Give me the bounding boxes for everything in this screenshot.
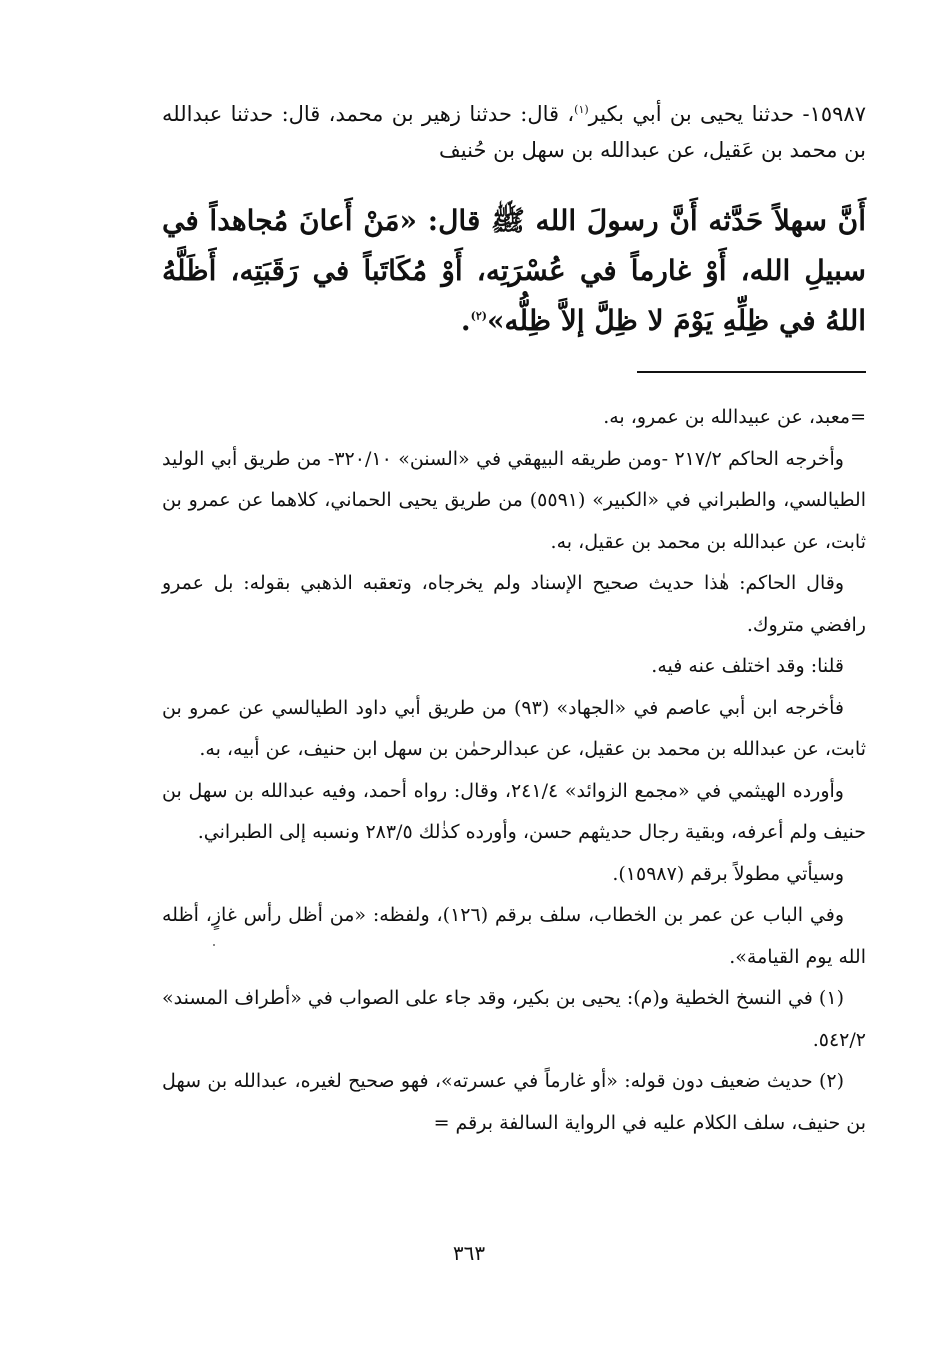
- footnote-continuation: =معبد، عن عبيدالله بن عمرو، به.: [603, 406, 866, 428]
- hadith-isnad: [162, 96, 866, 168]
- footnote-ref-2[interactable]: (٢): [470, 309, 488, 323]
- footnote-paragraph-bab: وفي الباب عن عمر بن الخطاب، سلف برقم (١٢٦)، ولفظه: «من أظل رأس غازٍ، أظله الله يوم القيامة».: [162, 904, 866, 968]
- footnote-paragraph-hakim: وقال الحاكم: هٰذا حديث صحيح الإسناد ولم يخرجاه، وتعقبه الذهبي بقوله: بل عمرو رافضي متروك.: [162, 572, 866, 636]
- hadith-number: ١٥٩٨٧: [809, 102, 866, 126]
- footnotes: [162, 397, 866, 1144]
- footnote-1: (١) في النسخ الخطية و(م): يحيى بن بكير، وقد جاء على الصواب في «أطراف المسند» ٥٤٢/٢.: [162, 987, 866, 1051]
- matn-end: .: [460, 304, 471, 337]
- footnote-separator: [637, 371, 866, 373]
- footnote-paragraph-takhrij: وأخرجه الحاكم ٢١٧/٢ -ومن طريقه البيهقي في «السنن» ٣٢٠/١٠- من طريق أبي الوليد الطيالسي، والطبراني في «الكبير» (٥٥٩١) من طريق يحيى الحماني، كلاهما عن عمرو بن ثابت، عن عبدالله بن محمد بن عقيل، به.: [162, 447, 866, 553]
- scan-speck: [213, 944, 215, 946]
- footnote-ref-1[interactable]: (١): [574, 103, 589, 116]
- footnote-paragraph-editors: قلنا: وقد اختلف عنه فيه.: [651, 655, 844, 677]
- footnote-paragraph-ibn-abi-asim: فأخرجه ابن أبي عاصم في «الجهاد» (٩٣) من طريق أبي داود الطيالسي عن عمرو بن ثابت، عن عبدالله بن محمد بن عقيل، عن عبدالرحمٰن بن سهل ابن حنيف، عن أبيه، به.: [162, 696, 866, 760]
- page-number: ٣٦٣: [452, 1241, 486, 1265]
- hadith-matn: [162, 196, 866, 346]
- footnote-paragraph-haythami: وأورده الهيثمي في «مجمع الزوائد» ٢٤١/٤، وقال: رواه أحمد، وفيه عبدالله بن سهل بن حنيف ولم أعرفه، وبقية رجال حديثهم حسن، وأورده كذٰلك ٢٨٣/٥ ونسبه إلى الطبراني.: [162, 779, 866, 843]
- isnad-text-part1: - حدثنا يحيى بن أبي بكير: [588, 102, 810, 126]
- matn-text: أَنَّ سهلاً حَدَّثه أَنَّ رسولَ الله ﷺ قال: «مَنْ أَعانَ مُجاهداً في سبيلِ الله، أَوْ غارماً في عُسْرَتِه، أَوْ مُكَاتَباً في رَقَبَتِه، أَظَلَّهُ اللهُ في ظِلِّهِ يَوْمَ لا ظِلَّ إلاَّ ظِلُّه»: [162, 204, 866, 337]
- isnad-text-part2: ، قال: حدثنا زهير بن محمد، قال: حدثنا عبدالله بن محمد بن عَقيل، عن عبدالله بن سهل بن حُنيف: [162, 102, 866, 162]
- footnote-paragraph-cross-ref: وسيأتي مطولاً برقم (١٥٩٨٧).: [612, 862, 844, 885]
- footnote-2: (٢) حديث ضعيف دون قوله: «أو غارماً في عسرته»، فهو صحيح لغيره، عبدالله بن سهل بن حنيف، سلف الكلام عليه في الرواية السالفة برقم =: [162, 1070, 866, 1134]
